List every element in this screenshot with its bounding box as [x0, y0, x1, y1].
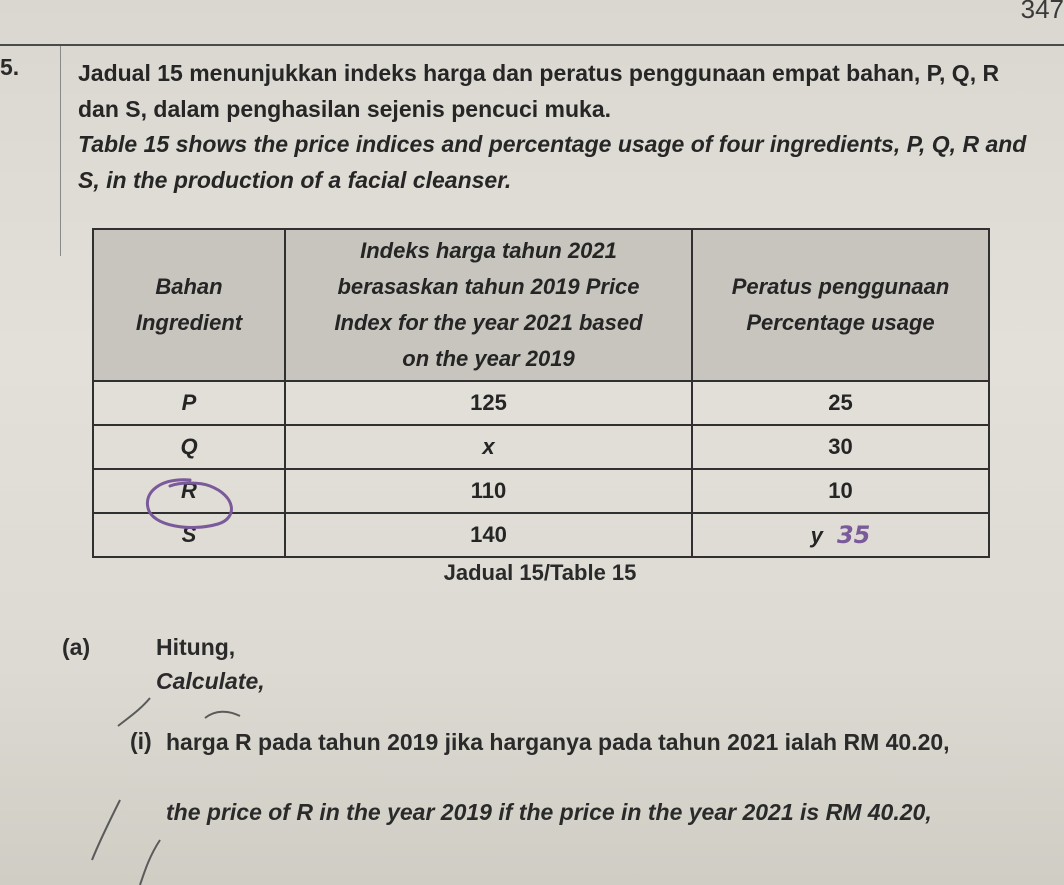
part-a-label: (a) — [62, 634, 91, 660]
cell-usage — [692, 513, 989, 557]
header-ingredient-malay: Bahan — [155, 274, 223, 299]
cell-ingredient: P — [93, 381, 285, 425]
margin-divider — [60, 46, 61, 256]
cell-index: x — [285, 425, 692, 469]
header-usage — [692, 229, 989, 381]
table-row — [93, 381, 989, 425]
cell-index: 125 — [285, 381, 692, 425]
part-a-english: Calculate, — [156, 668, 265, 694]
sub-i-label: (i) — [130, 728, 152, 754]
header-price-index-line: Index for the year 2021 based — [334, 310, 643, 335]
cell-index: 140 — [285, 513, 692, 557]
header-ingredient-english: Ingredient — [135, 310, 243, 335]
part-a-malay: Hitung, — [156, 634, 236, 660]
header-price-index-line: on the year 2019 — [402, 346, 575, 371]
cell-ingredient: Q — [93, 425, 285, 469]
usage-variable: y — [810, 523, 823, 548]
sub-i-english: the price of R in the year 2019 if the price in the year 2021 is RM 40.20, — [166, 799, 932, 825]
header-price-index — [285, 229, 692, 381]
sub-i-malay: harga R pada tahun 2019 jika harganya pada tahun 2021 ialah RM 40.20, — [166, 729, 950, 755]
table-caption: Jadual 15/Table 15 — [443, 560, 637, 585]
question-text-malay: Jadual 15 menunjukkan indeks harga dan peratus penggunaan empat bahan, P, Q, R dan S, dalam penghasilan sejenis pencuci muka. — [78, 60, 1000, 122]
table-header-row — [93, 229, 989, 381]
cell-index: 110 — [285, 469, 692, 513]
header-price-index-line: Indeks harga tahun 2021 — [360, 238, 617, 263]
cell-usage: 10 — [692, 469, 989, 513]
header-ingredient — [93, 229, 285, 381]
page-header-strip — [0, 0, 1064, 44]
header-usage-malay: Peratus penggunaan — [731, 274, 950, 299]
page-number: 347 — [1020, 0, 1064, 24]
question-text-english: Table 15 shows the price indices and percentage usage of four ingredients, P, Q, R and S, in the production of a facial cleanser. — [78, 131, 1027, 193]
header-price-index-line: berasaskan tahun 2019 Price — [337, 274, 640, 299]
cell-ingredient: R — [93, 469, 285, 513]
header-usage-english: Percentage usage — [746, 310, 935, 335]
cell-ingredient: S — [93, 513, 285, 557]
data-table — [92, 228, 990, 558]
table-row — [93, 469, 989, 513]
table-row — [93, 513, 989, 557]
pencil-scribble-marks — [0, 690, 300, 885]
cell-usage: 25 — [692, 381, 989, 425]
question-number: 5. — [0, 54, 20, 80]
header-divider — [0, 44, 1064, 46]
handwritten-answer: 35 — [836, 521, 871, 549]
cell-usage: 30 — [692, 425, 989, 469]
table-row — [93, 425, 989, 469]
